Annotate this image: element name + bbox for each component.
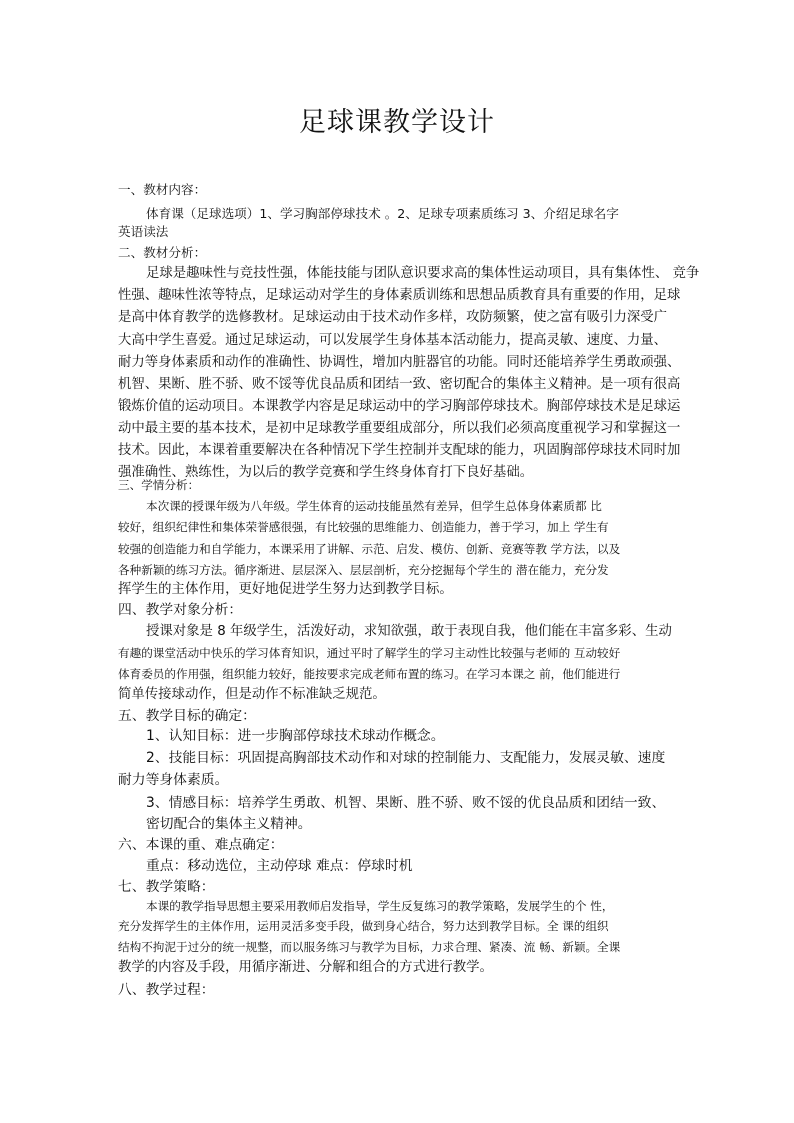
paragraph-line: 本课的教学指导思想主要采用教师启发指导，学生反复练习的教学策略，发展学生的个 性， <box>146 899 614 913</box>
section-heading-4: 四、教学对象分析： <box>118 602 243 618</box>
section-heading-8: 八、教学过程： <box>118 982 215 998</box>
section-heading-5: 五、教学目标的确定： <box>118 708 256 724</box>
paragraph-line: 动中最主要的基本技术，是初中足球教学重要组成部分，所以我们必须高度重视学习和掌握这一 <box>118 421 681 436</box>
section-heading-6: 六、本课的重、难点确定： <box>118 837 284 853</box>
paragraph-line: 较好，组织纪律性和集体荣誉感很强，有比较强的思维能力、创造能力，善于学习，加上 学生有 <box>118 520 609 534</box>
paragraph-line: 体育课（足球选项）1、学习胸部停球技术 。2、足球专项素质练习 3、介绍足球名字 <box>146 206 619 221</box>
paragraph-line: 性强、趣味性浓等特点，足球运动对学生的身体素质训练和思想品质教育具有重要的作用，足球 <box>118 288 681 303</box>
paragraph-line: 挥学生的主体作用，更好地促进学生努力达到教学目标。 <box>118 582 453 597</box>
paragraph-line: 密切配合的集体主义精神。 <box>146 816 312 832</box>
paragraph-line: 锻炼价值的运动项目。本课教学内容是足球运动中的学习胸部停球技术。胸部停球技术是足球运 <box>118 399 681 414</box>
paragraph-line: 有趣的课堂活动中快乐的学习体育知识，通过平时了解学生的学习主动性比较强与老师的 互动较好 <box>118 646 621 660</box>
paragraph-line: 各种新颖的练习方法。循序渐进、层层深入、层层剖析，充分挖掘每个学生的 潜在能力，充分发 <box>118 563 609 577</box>
paragraph-line: 较强的创造能力和自学能力，本课采用了讲解、示范、启发、模仿、创新、竞赛等教 学方法，以及 <box>118 542 621 556</box>
section-heading-3: 三、学情分析： <box>118 478 200 492</box>
document-title: 足球课教学设计 <box>299 107 495 138</box>
paragraph-line: 大高中学生喜爱。通过足球运动，可以发展学生身体基本活动能力，提高灵敏、速度、力量、 <box>118 333 668 348</box>
paragraph-line: 强准确性、熟练性，为以后的教学竞赛和学生终身体育打下良好基础。 <box>118 465 534 480</box>
paragraph-line: 英语读法 <box>118 224 169 239</box>
paragraph-line: 本次课的授课年级为八年级。学生体育的运动技能虽然有差异，但学生总体身体素质都 比 <box>146 499 602 513</box>
paragraph-line: 机智、果断、胜不骄、败不馁等优良品质和团结一致、密切配合的集体主义精神。是一项有很高 <box>118 377 681 392</box>
section-heading-7: 七、教学策略： <box>118 879 215 895</box>
paragraph-line: 重点：移动选位，主动停球 难点：停球时机 <box>146 858 413 874</box>
paragraph-line: 教学的内容及手段，用循序渐进、分解和组合的方式进行教学。 <box>118 960 493 975</box>
section-heading-1: 一、教材内容： <box>118 182 207 197</box>
paragraph-line: 体育委员的作用强，组织能力较好，能按要求完成老师布置的练习。在学习本课之 前，他们能进行 <box>118 667 621 681</box>
paragraph-line: 1、认知目标：进一步胸部停球技术球动作概念。 <box>146 728 445 744</box>
paragraph-line: 授课对象是 8 年级学生，活泼好动，求知欲强，敢于表现自我，他们能在丰富多彩、生动 <box>146 624 672 639</box>
paragraph-line: 耐力等身体素质。 <box>118 772 229 788</box>
paragraph-line: 是高中体育教学的选修教材。足球运动由于技术动作多样，攻防频繁，使之富有吸引力深受广 <box>118 310 668 325</box>
paragraph-line: 结构不拘泥于过分的统一规整，而以服务练习与教学为目标，力求合理、紧凑、流 畅、新颖。全课 <box>118 940 621 954</box>
paragraph-line: 耐力等身体素质和动作的准确性、协调性，增加内脏器官的功能。同时还能培养学生勇敢顽强、 <box>118 355 681 370</box>
paragraph-line: 技术。因此，本课着重要解决在各种情况下学生控制并支配球的能力，巩固胸部停球技术同时加 <box>118 443 681 458</box>
paragraph-line: 2、技能目标：巩固提高胸部技术动作和对球的控制能力、支配能力，发展灵敏、速度 <box>146 750 666 766</box>
section-heading-2: 二、教材分析： <box>118 245 207 260</box>
paragraph-line: 3、情感目标：培养学生勇敢、机智、果断、胜不骄、败不馁的优良品质和团结一致、 <box>146 795 666 811</box>
paragraph-line: 足球是趣味性与竞技性强，体能技能与团队意识要求高的集体性运动项目，具有集体性、 竞争 <box>146 266 700 281</box>
paragraph-line: 简单传接球动作，但是动作不标准缺乏规范。 <box>118 687 386 702</box>
paragraph-line: 充分发挥学生的主体作用，运用灵活多变手段，做到身心结合，努力达到教学目标。全 课的组织 <box>118 919 609 933</box>
